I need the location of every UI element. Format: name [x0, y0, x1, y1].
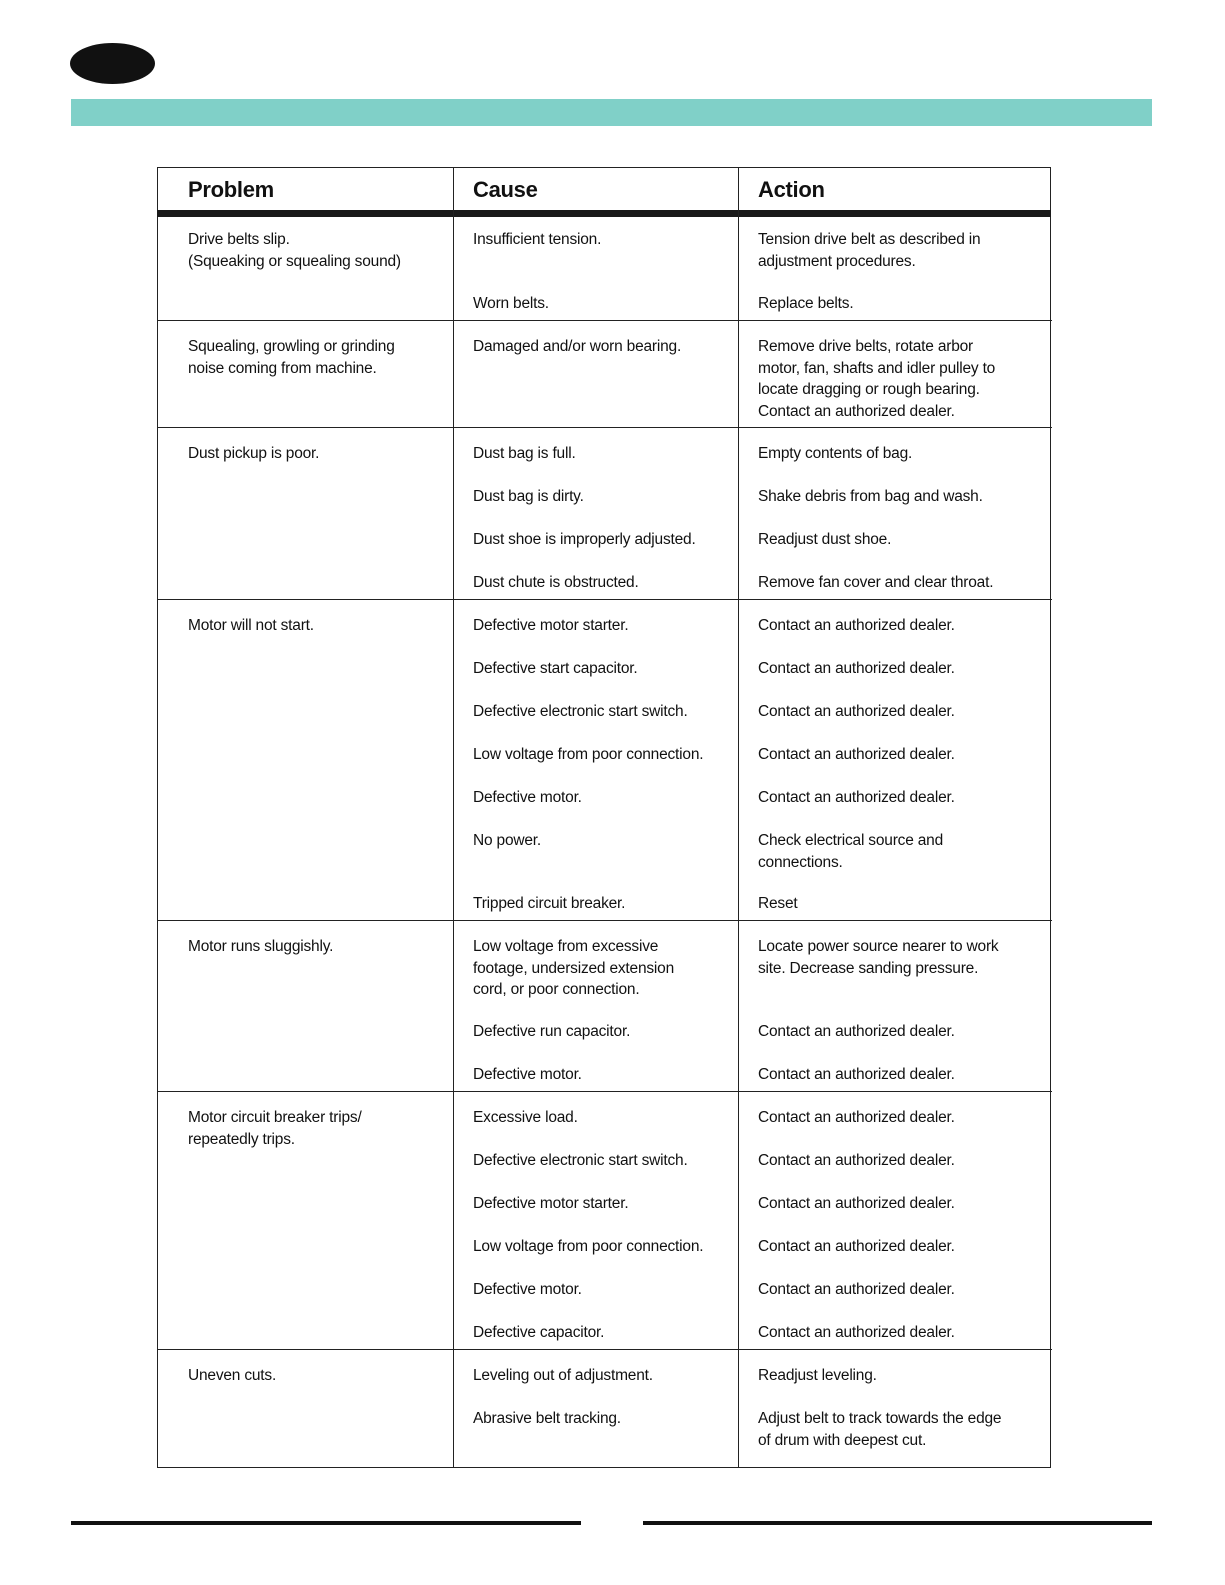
action-cell: Contact an authorized dealer. — [758, 746, 955, 763]
problem-cell: Squealing, growling or grinding noise coming from machine. — [188, 338, 395, 377]
action-cell: Shake debris from bag and wash. — [758, 488, 983, 505]
action-cell: Contact an authorized dealer. — [758, 789, 955, 806]
action-cell: Contact an authorized dealer. — [758, 660, 955, 677]
cause-cell: Insufficient tension. — [473, 231, 602, 248]
cause-cell: Dust chute is obstructed. — [473, 574, 639, 591]
action-cell: Reset — [758, 895, 798, 912]
problem-cell: Motor will not start. — [188, 617, 314, 634]
page-number-badge — [70, 43, 155, 84]
cause-cell: Dust bag is dirty. — [473, 488, 584, 505]
cause-cell: Abrasive belt tracking. — [473, 1410, 621, 1427]
group-divider — [157, 320, 1052, 321]
header-rule — [157, 210, 1051, 217]
group-divider — [157, 599, 1052, 600]
cause-cell: Defective motor starter. — [473, 617, 629, 634]
cause-cell: Damaged and/or worn bearing. — [473, 338, 682, 355]
group-divider — [157, 1091, 1052, 1092]
action-cell: Readjust dust shoe. — [758, 531, 892, 548]
column-divider — [453, 168, 454, 1467]
problem-cell: Drive belts slip. (Squeaking or squealing sound) — [188, 231, 401, 270]
footer-rule-left — [71, 1521, 581, 1525]
cause-cell: Worn belts. — [473, 295, 549, 312]
cause-cell: Dust bag is full. — [473, 445, 576, 462]
problem-cell: Motor runs sluggishly. — [188, 938, 334, 955]
cause-cell: Defective electronic start switch. — [473, 1152, 688, 1169]
header-cause: Cause — [473, 177, 538, 202]
cause-cell: Low voltage from poor connection. — [473, 1238, 704, 1255]
cause-cell: Defective motor. — [473, 1281, 582, 1298]
cause-cell: Defective motor. — [473, 1066, 582, 1083]
cause-cell: Defective motor starter. — [473, 1195, 629, 1212]
group-divider — [157, 427, 1052, 428]
action-cell: Contact an authorized dealer. — [758, 703, 955, 720]
action-cell: Contact an authorized dealer. — [758, 1152, 955, 1169]
action-cell: Contact an authorized dealer. — [758, 1066, 955, 1083]
table-header — [158, 168, 1050, 210]
cause-cell: Defective start capacitor. — [473, 660, 638, 677]
group-divider — [157, 1349, 1052, 1350]
header-band — [71, 99, 1152, 126]
cause-cell: Defective electronic start switch. — [473, 703, 688, 720]
problem-cell: Dust pickup is poor. — [188, 445, 320, 462]
action-cell: Contact an authorized dealer. — [758, 1109, 955, 1126]
header-problem: Problem — [188, 177, 274, 202]
cause-cell: Dust shoe is improperly adjusted. — [473, 531, 696, 548]
cause-cell: Low voltage from excessive footage, undersized extension cord, or poor connection. — [473, 938, 675, 998]
action-cell: Contact an authorized dealer. — [758, 1238, 955, 1255]
cause-cell: Tripped circuit breaker. — [473, 895, 626, 912]
action-cell: Check electrical source and connections. — [758, 832, 943, 871]
troubleshooting-table — [157, 167, 1051, 1468]
column-divider — [738, 168, 739, 1467]
action-cell: Locate power source nearer to work site. Decrease sanding pressure. — [758, 938, 999, 977]
action-cell: Remove fan cover and clear throat. — [758, 574, 994, 591]
header-action: Action — [758, 177, 825, 202]
problem-cell: Motor circuit breaker trips/ repeatedly trips. — [188, 1109, 362, 1148]
cause-cell: No power. — [473, 832, 541, 849]
action-cell: Contact an authorized dealer. — [758, 617, 955, 634]
action-cell: Tension drive belt as described in adjustment procedures. — [758, 231, 981, 270]
cause-cell: Leveling out of adjustment. — [473, 1367, 653, 1384]
cause-cell: Low voltage from poor connection. — [473, 746, 704, 763]
action-cell: Contact an authorized dealer. — [758, 1023, 955, 1040]
footer-rule-right — [643, 1521, 1152, 1525]
action-cell: Contact an authorized dealer. — [758, 1195, 955, 1212]
group-divider — [157, 920, 1052, 921]
cause-cell: Defective run capacitor. — [473, 1023, 631, 1040]
problem-cell: Uneven cuts. — [188, 1367, 277, 1384]
cause-cell: Defective motor. — [473, 789, 582, 806]
action-cell: Contact an authorized dealer. — [758, 1324, 955, 1341]
action-cell: Adjust belt to track towards the edge of drum with deepest cut. — [758, 1410, 1002, 1449]
action-cell: Remove drive belts, rotate arbor motor, fan, shafts and idler pulley to locate dragging or rough bearing. Contact an authorized dealer. — [758, 338, 996, 420]
action-cell: Empty contents of bag. — [758, 445, 913, 462]
cause-cell: Defective capacitor. — [473, 1324, 605, 1341]
cause-cell: Excessive load. — [473, 1109, 578, 1126]
action-cell: Replace belts. — [758, 295, 854, 312]
action-cell: Readjust leveling. — [758, 1367, 877, 1384]
action-cell: Contact an authorized dealer. — [758, 1281, 955, 1298]
